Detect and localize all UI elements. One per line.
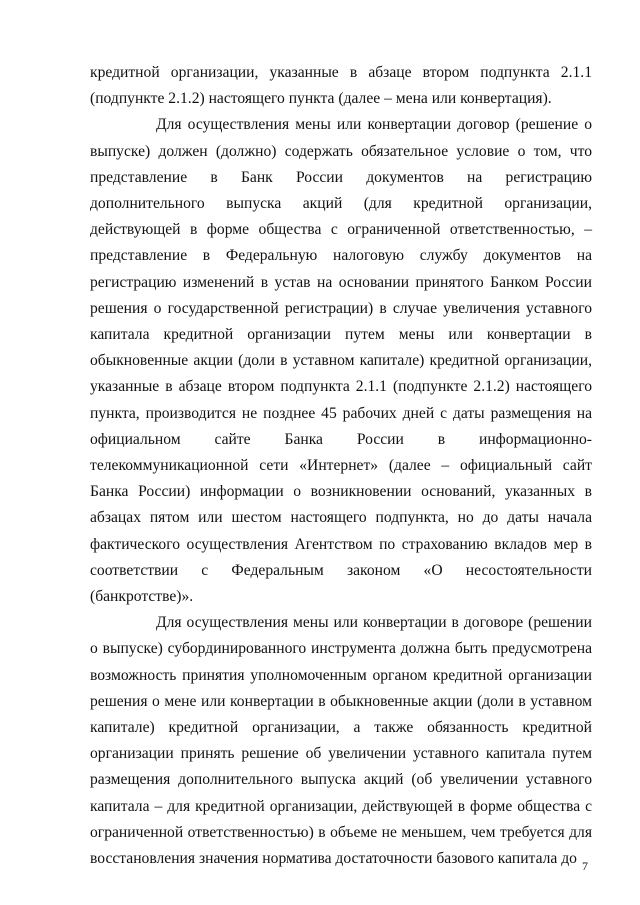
body-text <box>90 60 592 872</box>
paragraph-exchange-conditions: Для осуществления мены или конвертации договор (решение о выпуске) должен (должно) содержать обязательное условие о том, что представление в Банк России документов на регистрацию дополнительного выпуска акций (для кредитной организации, действующей в форме общества с ограниченной ответственностью, – представление в Федеральную налоговую службу документов на регистрацию изменений в устав на основании принятого Банком России решения о государственной регистрации) в случае увеличения уставного капитала кредитной организации путем мены или конвертации в обыкновенные акции (доли в уставном капитале) кредитной организации, указанные в абзаце втором подпункта 2.1.1 (подпункте 2.1.2) настоящего пункта, производится не позднее 45 рабочих дней с даты размещения на официальном сайте Банка России в информационно-телекоммуникационной сети «Интернет» (далее – официальный сайт Банка России) информации о возникновении оснований, указанных в абзацах пятом или шестом настоящего подпункта, но до даты начала фактического осуществления Агентством по страхованию вкладов мер в соответствии с Федеральным законом «О несостоятельности (банкротстве)». <box>90 116 592 606</box>
page-number: 7 <box>582 859 588 873</box>
paragraph-subordinated-instrument: Для осуществления мены или конвертации в договоре (решении о выпуске) субординированного инструмента должна быть предусмотрена возможность принятия уполномоченным органом кредитной организации решения о мене или конвертации в обыкновенные акции (доли в уставном капитале) кредитной организации, а также обязанность кредитной организации принять решение об увеличении уставного капитала путем размещения дополнительного выпуска акций (об увеличении уставного капитала – для кредитной организации, действующей в форме общества с ограниченной ответственностью) в объеме не меньшем, чем требуется для восстановления значения норматива достаточности базового капитала до <box>90 614 592 868</box>
paragraph-continuation: кредитной организации, указанные в абзаце втором подпункта 2.1.1 (подпункте 2.1.2) настоящего пункта (далее – мена или конвертация). <box>90 64 592 108</box>
